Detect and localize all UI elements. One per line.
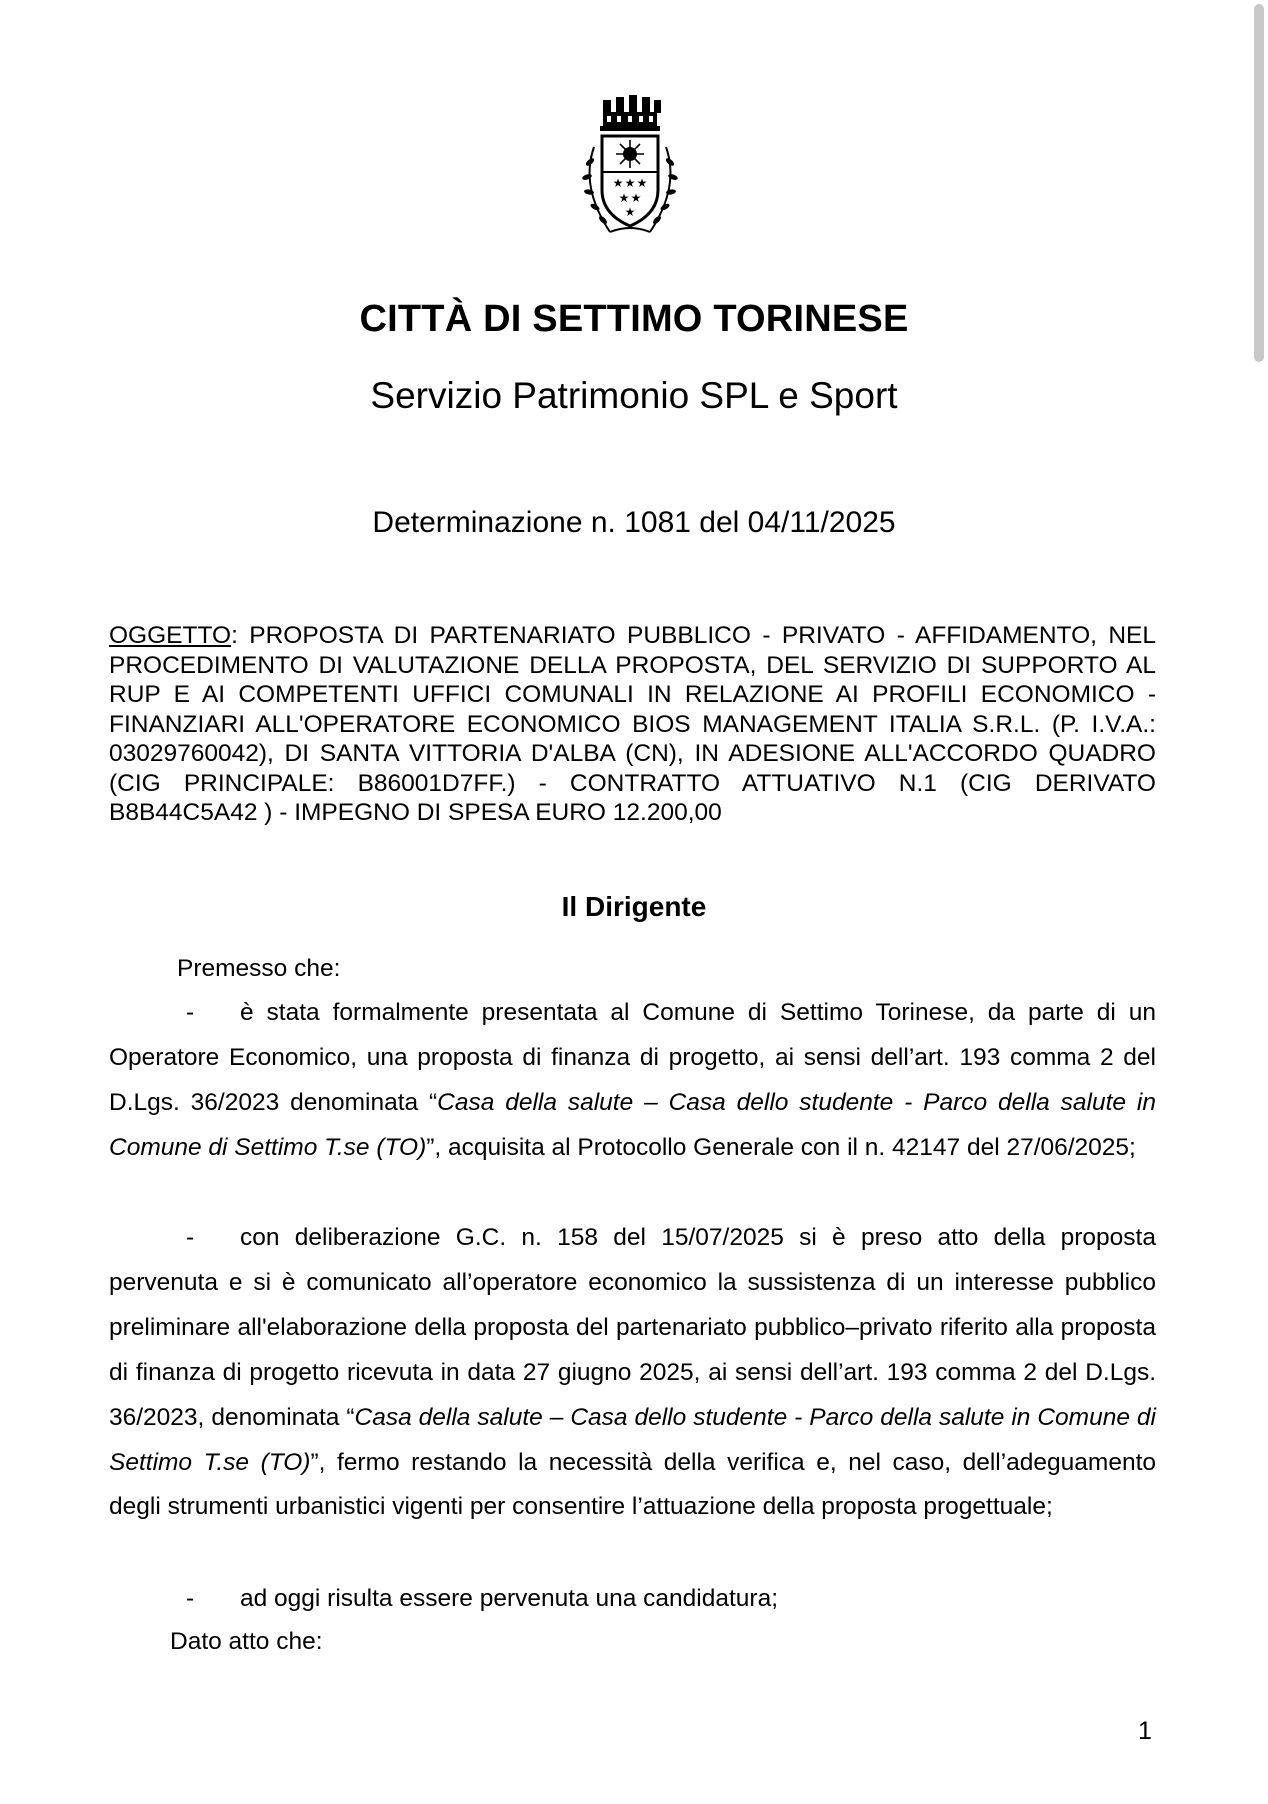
list-item-text-end: ”, acquisita al Protocollo Generale con il n. 42147 del 27/06/2025; [426,1133,1136,1161]
list-item [109,1216,1156,1530]
svg-text:★: ★ [612,176,624,190]
svg-text:★: ★ [630,191,642,205]
determination-number: Determinazione n. 1081 del 04/11/2025 [372,506,896,539]
bullet-dash: - [186,1585,195,1612]
service-title: Servizio Patrimonio SPL e Sport [370,375,898,416]
city-title: CITTÀ DI SETTIMO TORINESE [359,298,909,340]
list-item [109,1577,1156,1622]
dato-atto-label: Dato atto che: [170,1628,323,1655]
list-item-italic: Casa della salute – Casa dello studente - Parco della salute in Comune di Settimo T.se (TO) [109,1088,1156,1161]
oggetto-text: : PROPOSTA DI PARTENARIATO PUBBLICO - PRIVATO - AFFIDAMENTO, NEL PROCEDIMENTO DI VALUTAZIONE DELLA PROPOSTA, DEL SERVIZIO DI SUPPORTO AL RUP E AI COMPETENTI UFFICI COMUNALI IN RELAZIONE AI PROFILI ECONOMICO - FINANZIARI ALL'OPERATORE ECONOMICO BIOS MANAGEMENT ITALIA S.R.L. (P. I.V.A.: 03029760042), DI SANTA VITTORIA D'ALBA (CN), IN ADESIONE ALL'ACCORDO QUADRO (CIG PRINCIPALE: B86001D7FF.) - CONTRATTO ATTUATIVO N.1 (CIG DERIVATO B8B44C5A42 ) - IMPEGNO DI SPESA EURO 12.200,00 [109,622,1156,826]
svg-text:★: ★ [624,205,636,219]
bullet-dash: - [186,1224,195,1251]
premesso-label: Premesso che: [177,955,341,982]
svg-text:★: ★ [636,176,648,190]
city-crest-icon [570,92,690,242]
section-heading: Il Dirigente [561,891,707,922]
list-item-text: è stata formalmente presentata al Comune di Settimo Torinese, da parte di un Operatore Economico, una proposta di finanza di progetto, ai sensi dell’art. 193 comma 2 del D.Lgs. 36/2023 denominata “ [109,999,1156,1116]
oggetto-block [109,621,1156,828]
bullet-dash: - [186,999,195,1026]
svg-text:★: ★ [624,176,636,190]
list-item-italic: Casa della salute – Casa dello studente - Parco della salute in Comune di Settimo T.se (TO) [109,1403,1156,1476]
list-item [109,991,1156,1171]
list-item-text: ad oggi risulta essere pervenuta una candidatura; [240,1585,778,1612]
list-item-text-end: ”, fermo restando la necessità della verifica e, nel caso, dell’adeguamento degli strumenti urbanistici vigenti per consentire l’attuazione della proposta progettuale; [109,1448,1156,1521]
oggetto-label: OGGETTO [109,622,232,649]
list-item-text: con deliberazione G.C. n. 158 del 15/07/2025 si è preso atto della proposta pervenuta e si è comunicato all’operatore economico la sussistenza di un interesse pubblico preliminare all'elaborazione della proposta del partenariato pubblico–privato riferito alla proposta di finanza di progetto ricevuta in data 27 giugno 2025, ai sensi dell’art. 193 comma 2 del D.Lgs. 36/2023, denominata “ [109,1224,1156,1431]
page-number: 1 [1138,1717,1152,1745]
svg-text:★: ★ [618,191,630,205]
